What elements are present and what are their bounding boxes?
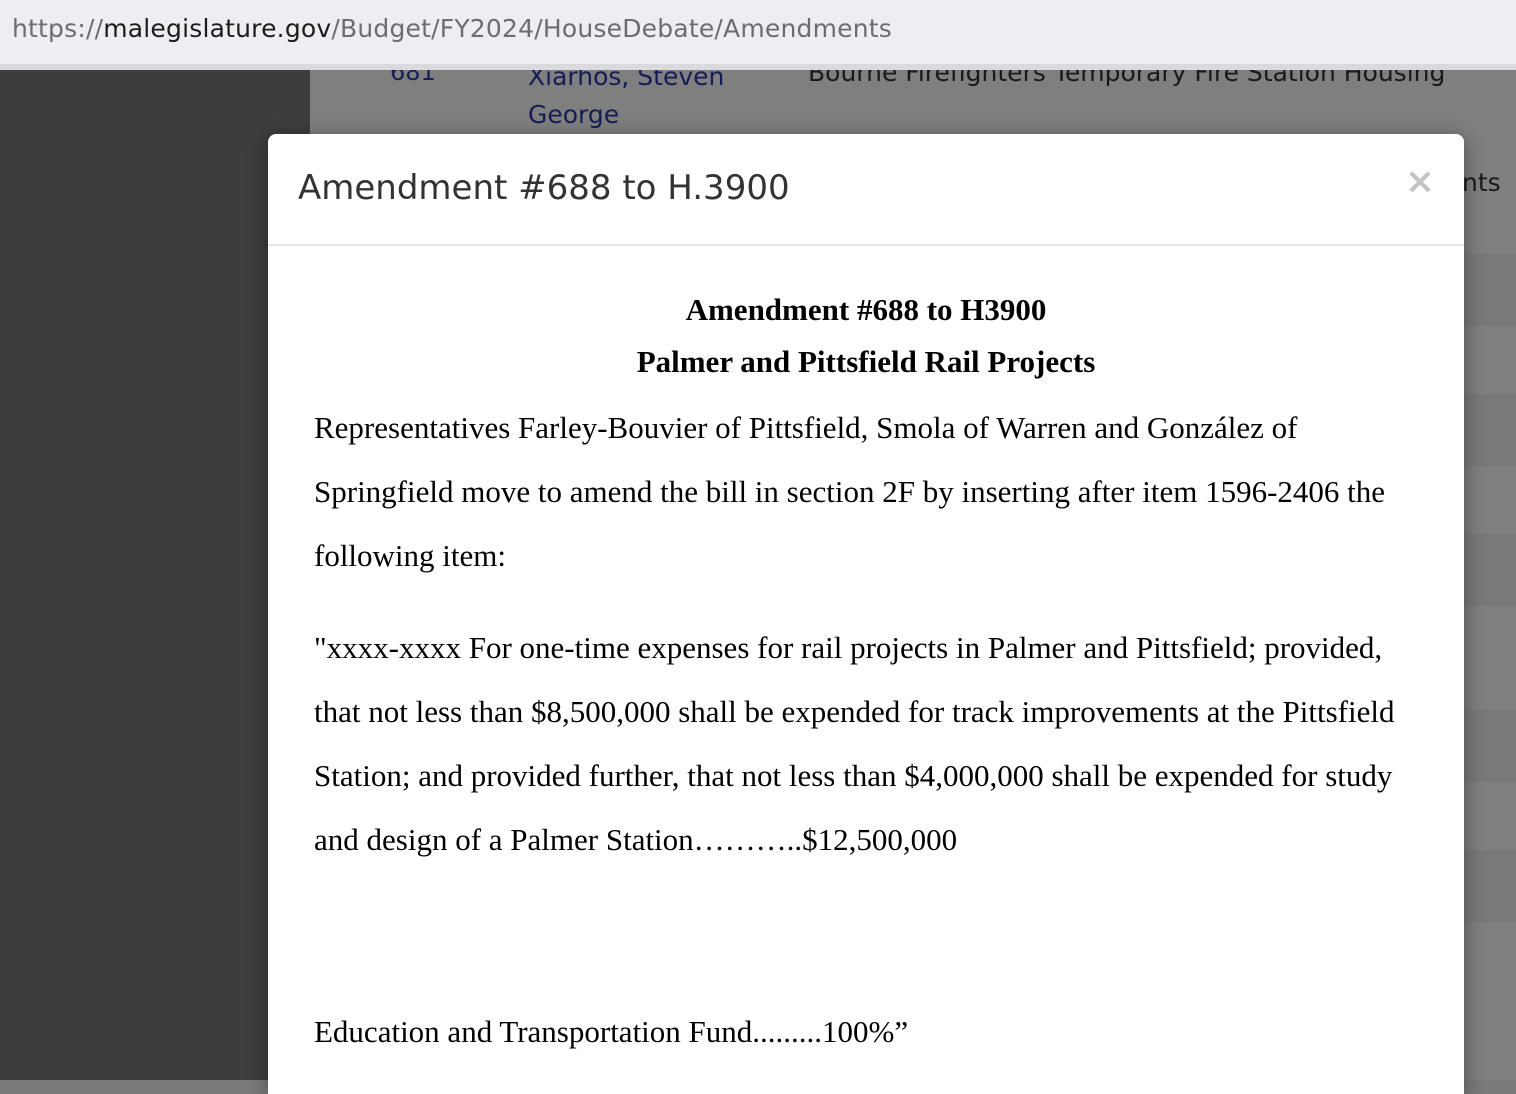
amendment-modal <box>268 134 1464 1094</box>
amendment-item-paragraph: "xxxx-xxxx For one-time expenses for rail projects in Palmer and Pittsfield; provided, that not less than $8,500,000 shall be expended for track improvements at the Pittsfield Station; and provided further, that not less than $4,000,000 shall be expended for study and design of a Palmer Station………..$12,500,000 <box>314 630 1395 857</box>
url-host: malegislature.gov <box>103 14 332 43</box>
document-subheading: Palmer and Pittsfield Rail Projects <box>636 344 1096 379</box>
url-text[interactable] <box>12 14 892 43</box>
url-scheme: https:// <box>12 14 104 43</box>
modal-header <box>268 134 1464 246</box>
modal-title: Amendment #688 to H.3900 <box>298 168 790 208</box>
fund-allocation-paragraph: Education and Transportation Fund.........100%” <box>314 1014 909 1049</box>
url-path: /Budget/FY2024/HouseDebate/Amendments <box>331 14 892 43</box>
browser-address-bar[interactable] <box>0 0 1516 70</box>
amendment-motion-paragraph: Representatives Farley-Bouvier of Pittsfield, Smola of Warren and González of Springfield move to amend the bill in section 2F by inserting after item 1596-2406 the following item: <box>314 410 1386 573</box>
modal-body <box>268 246 1464 1064</box>
document-heading: Amendment #688 to H3900 <box>685 292 1047 327</box>
close-button[interactable]: × <box>1402 162 1438 202</box>
